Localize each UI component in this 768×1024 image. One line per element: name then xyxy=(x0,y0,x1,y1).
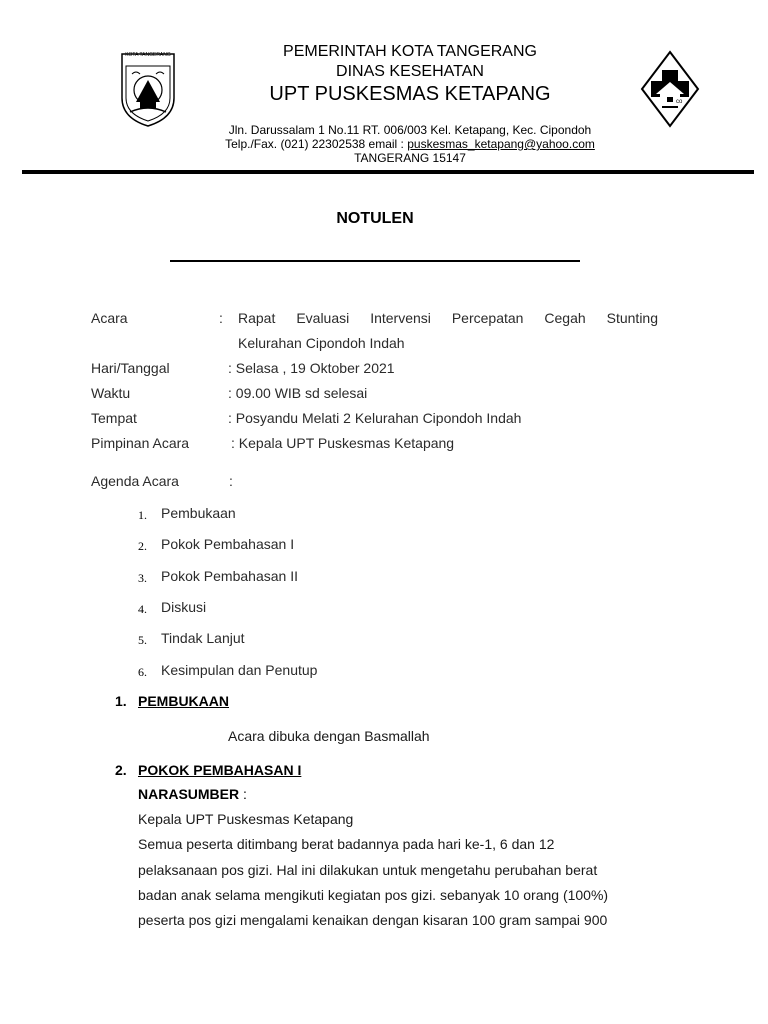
agenda-sep: : xyxy=(229,473,233,489)
agenda-num: 4. xyxy=(138,602,147,616)
meta-sep-acara: : xyxy=(219,310,223,326)
agenda-label: Agenda Acara xyxy=(91,473,179,489)
narasumber-sep: : xyxy=(239,786,247,802)
title-rule xyxy=(170,260,580,262)
letterhead-email: puskesmas_ketapang@yahoo.com xyxy=(407,137,595,151)
meta-label-tempat: Tempat xyxy=(91,410,137,426)
letterhead-line3: UPT PUSKESMAS KETAPANG xyxy=(269,83,551,105)
letterhead-address: Jln. Darussalam 1 No.11 RT. 006/003 Kel. Ketapang, Kec. Cipondoh xyxy=(228,123,592,137)
meta-value-pimpinan: : Kepala UPT Puskesmas Ketapang xyxy=(231,435,455,451)
agenda-num: 1. xyxy=(138,508,147,522)
agenda-num: 3. xyxy=(138,571,147,585)
meta-value-waktu: : 09.00 WIB sd selesai xyxy=(228,385,368,401)
letterhead-divider xyxy=(22,170,754,174)
meta-value-hari-tanggal: : Selasa , 19 Oktober 2021 xyxy=(228,360,395,376)
section-title: POKOK PEMBAHASAN I xyxy=(138,762,302,778)
narasumber-label: NARASUMBER xyxy=(138,786,240,802)
narasumber-line xyxy=(138,786,247,802)
agenda-item: Pokok Pembahasan I xyxy=(161,536,295,552)
letterhead-line2: DINAS KESEHATAN xyxy=(336,63,484,80)
body-line: peserta pos gizi mengalami kenaikan dengan kisaran 100 gram sampai 900 xyxy=(138,912,608,928)
document-title: NOTULEN xyxy=(336,210,414,227)
meta-label-hari-tanggal: Hari/Tanggal xyxy=(91,360,170,376)
section-number: 1. xyxy=(115,693,127,709)
agenda-num: 2. xyxy=(138,539,147,553)
meta-label-pimpinan: Pimpinan Acara xyxy=(91,435,190,451)
body-line: pelaksanaan pos gizi. Hal ini dilakukan untuk mengetahu perubahan berat xyxy=(138,862,598,878)
logo-left-text: KOTA TANGERANG xyxy=(125,52,171,58)
body-line: Semua peserta ditimbang berat badannya pada hari ke-1, 6 dan 12 xyxy=(138,836,555,852)
agenda-item: Tindak Lanjut xyxy=(161,630,245,646)
letterhead-phone: Telp./Fax. (021) 22302538 email : xyxy=(225,137,408,151)
agenda-item: Pembukaan xyxy=(161,505,236,521)
meta-value-acara-2: Kelurahan Cipondoh Indah xyxy=(238,335,405,351)
agenda-num: 6. xyxy=(138,665,147,679)
letterhead-city: TANGERANG 15147 xyxy=(354,151,466,165)
agenda-item: Diskusi xyxy=(161,599,207,615)
section-title: PEMBUKAAN xyxy=(138,693,229,709)
section-number: 2. xyxy=(115,762,127,778)
meta-label-acara: Acara xyxy=(91,310,128,326)
letterhead-line1: PEMERINTAH KOTA TANGERANG xyxy=(283,43,537,60)
agenda-num: 5. xyxy=(138,633,147,647)
city-emblem-icon xyxy=(118,50,178,128)
body-line: badan anak selama mengikuti kegiatan pos gizi. sebanyak 10 orang (100%) xyxy=(138,887,609,903)
svg-text:co: co xyxy=(676,99,683,105)
meta-label-waktu: Waktu xyxy=(91,385,131,401)
section-text: Acara dibuka dengan Basmallah xyxy=(228,728,430,744)
agenda-item: Pokok Pembahasan II xyxy=(161,568,298,584)
health-cross-icon xyxy=(640,50,700,128)
body-line: Kepala UPT Puskesmas Ketapang xyxy=(138,811,354,827)
meta-value-acara: Rapat Evaluasi Intervensi Percepatan Cegah Stunting xyxy=(238,310,658,326)
letterhead-contact xyxy=(180,137,640,151)
meta-value-tempat: : Posyandu Melati 2 Kelurahan Cipondoh Indah xyxy=(228,410,522,426)
agenda-item: Kesimpulan dan Penutup xyxy=(161,662,318,678)
